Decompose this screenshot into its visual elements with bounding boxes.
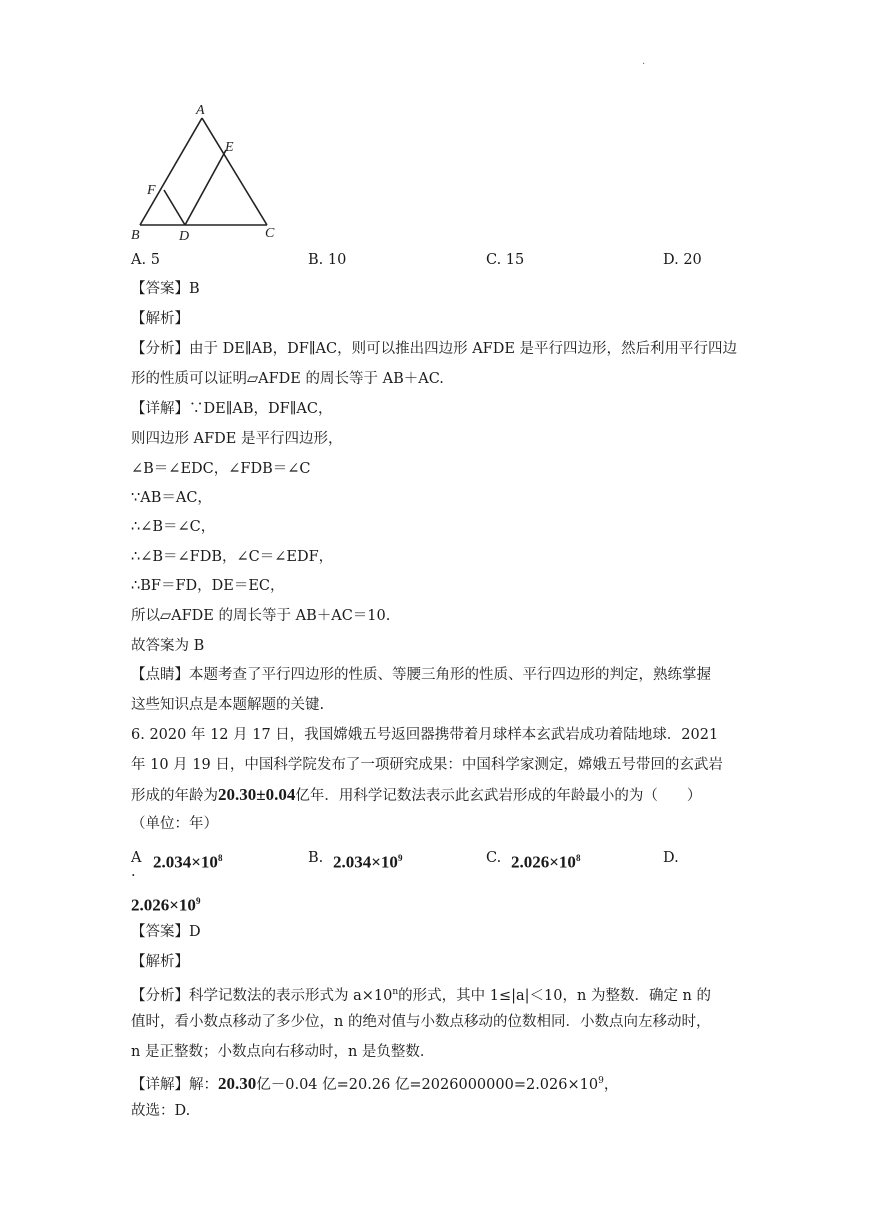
q6-answer: 【答案】D: [131, 924, 201, 940]
q6-option-a-label: A: [131, 850, 142, 866]
q6-option-c-exponent: 8: [575, 853, 581, 863]
label-e: E: [225, 140, 234, 155]
q5-option-c: C. 15: [486, 252, 525, 268]
q6-stem-text-pre: 形成的年龄为: [131, 788, 218, 804]
q6-option-c-mantissa: 2.026×10: [511, 852, 576, 872]
q6-analysis-line-2: 值时，看小数点移动了多少位，n 的绝对值与小数点移动的位数相同．小数点向左移动时，: [131, 1014, 711, 1030]
segment-de: [185, 150, 226, 225]
q6-analysis-line-3: n 是正整数；小数点向右移动时，n 是负整数．: [131, 1044, 435, 1060]
q6-detail-text-end: ，: [603, 1076, 619, 1093]
q6-stem-line-2: 年 10 月 19 日，中国科学院发布了一项研究成果：中国科学家测定，嫦娥五号带回的玄武岩: [131, 757, 723, 773]
label-a: A: [196, 103, 205, 118]
q6-analysis-line-1: [131, 982, 711, 1006]
q5-detail-line-3: ∠B＝∠EDC，∠FDB＝∠C: [131, 461, 311, 477]
geometry-figure: [126, 100, 286, 245]
label-c: C: [265, 226, 275, 241]
q6-option-d-label: D.: [663, 850, 679, 866]
q6-option-a-dot: .: [131, 864, 136, 880]
q5-comment-line-2: 这些知识点是本题解题的关键.: [131, 697, 325, 713]
q6-stem-line-4: （单位：年）: [131, 816, 218, 832]
segment-ac: [202, 118, 267, 225]
q6-option-d-mantissa: 2.026×10: [131, 895, 196, 915]
q6-option-b-exponent: 9: [397, 853, 403, 863]
q6-option-b-mantissa: 2.034×10: [333, 852, 398, 872]
q5-detail-line-2: 则四边形 AFDE 是平行四边形，: [131, 431, 343, 447]
segment-fd: [164, 190, 185, 225]
q6-stem-text-post: 亿年．用科学记数法表示此玄武岩形成的年龄最小的为（ ）: [295, 788, 702, 804]
q5-comment-line-1: 【点睛】本题考查了平行四边形的性质、等腰三角形的性质、平行四边形的判定，熟练掌握: [131, 667, 711, 683]
q6-detail-text-post: 亿－0.04 亿=20.26 亿=2026000000=2.026×10: [256, 1076, 599, 1093]
q5-detail-line-9: 故答案为 B: [131, 638, 205, 654]
q6-option-a-exponent: 8: [217, 853, 223, 863]
q6-analysis-text-pre: 【分析】科学记数法的表示形式为 a×10: [131, 987, 393, 1004]
q6-option-c-label: C.: [486, 850, 502, 866]
q6-analysis-heading: 【解析】: [131, 954, 189, 970]
q5-answer: 【答案】B: [131, 281, 200, 297]
q6-option-a-mantissa: 2.034×10: [153, 852, 218, 872]
q6-option-d-exponent: 9: [195, 896, 201, 906]
q5-option-d: D. 20: [663, 252, 702, 268]
q6-detail-text-pre: 【详解】解：: [131, 1076, 218, 1093]
q5-option-b: B. 10: [308, 252, 347, 268]
q6-final: 故选：D.: [131, 1103, 191, 1119]
q6-option-a-value: [153, 848, 222, 873]
q5-detail-line-5: ∴∠B＝∠C，: [131, 519, 216, 535]
q6-detail-line: [131, 1071, 618, 1095]
q5-detail-line-4: ∵AB＝AC，: [131, 490, 212, 506]
q6-option-b-value: [333, 848, 402, 873]
q5-detail-line-1: 【详解】∵DE∥AB，DF∥AC，: [131, 401, 333, 417]
q5-detail-line-7: ∴BF＝FD，DE＝EC，: [131, 578, 285, 594]
q5-detail-line-6: ∴∠B＝∠FDB，∠C＝∠EDF，: [131, 549, 334, 565]
q6-stem-line-3: [131, 785, 701, 806]
label-f: F: [147, 183, 156, 198]
q6-detail-math: 20.30: [218, 1073, 257, 1093]
q6-stem-line-1: 6. 2020 年 12 月 17 日，我国嫦娥五号返回器携带着月球样本玄武岩成功着陆地球．2021: [131, 727, 719, 743]
q6-option-c-value: [511, 848, 580, 873]
q5-analysis-line-2: 形的性质可以证明▱AFDE 的周长等于 AB＋AC.: [131, 371, 444, 387]
q6-detail-exponent: 9: [598, 1076, 604, 1086]
q5-detail-line-8: 所以▱AFDE 的周长等于 AB＋AC＝10.: [131, 608, 391, 624]
label-b: B: [131, 228, 140, 243]
q6-analysis-text-post: 的形式，其中 1≤|a|＜10，n 为整数．确定 n 的: [398, 987, 712, 1004]
page-mark: .: [642, 56, 646, 67]
q5-option-a: A. 5: [131, 252, 160, 268]
segment-ab: [140, 118, 202, 225]
q5-analysis-heading: 【解析】: [131, 311, 189, 327]
q5-analysis-line-1: 【分析】由于 DE∥AB，DF∥AC，则可以推出四边形 AFDE 是平行四边形，然后利用平行四边: [131, 341, 738, 357]
label-d: D: [179, 229, 190, 244]
q6-analysis-exponent-n: n: [392, 987, 399, 997]
q6-age-value: 20.30±0.04: [218, 785, 296, 804]
q6-option-b-label: B.: [308, 850, 324, 866]
q6-option-d-value: [131, 891, 200, 916]
